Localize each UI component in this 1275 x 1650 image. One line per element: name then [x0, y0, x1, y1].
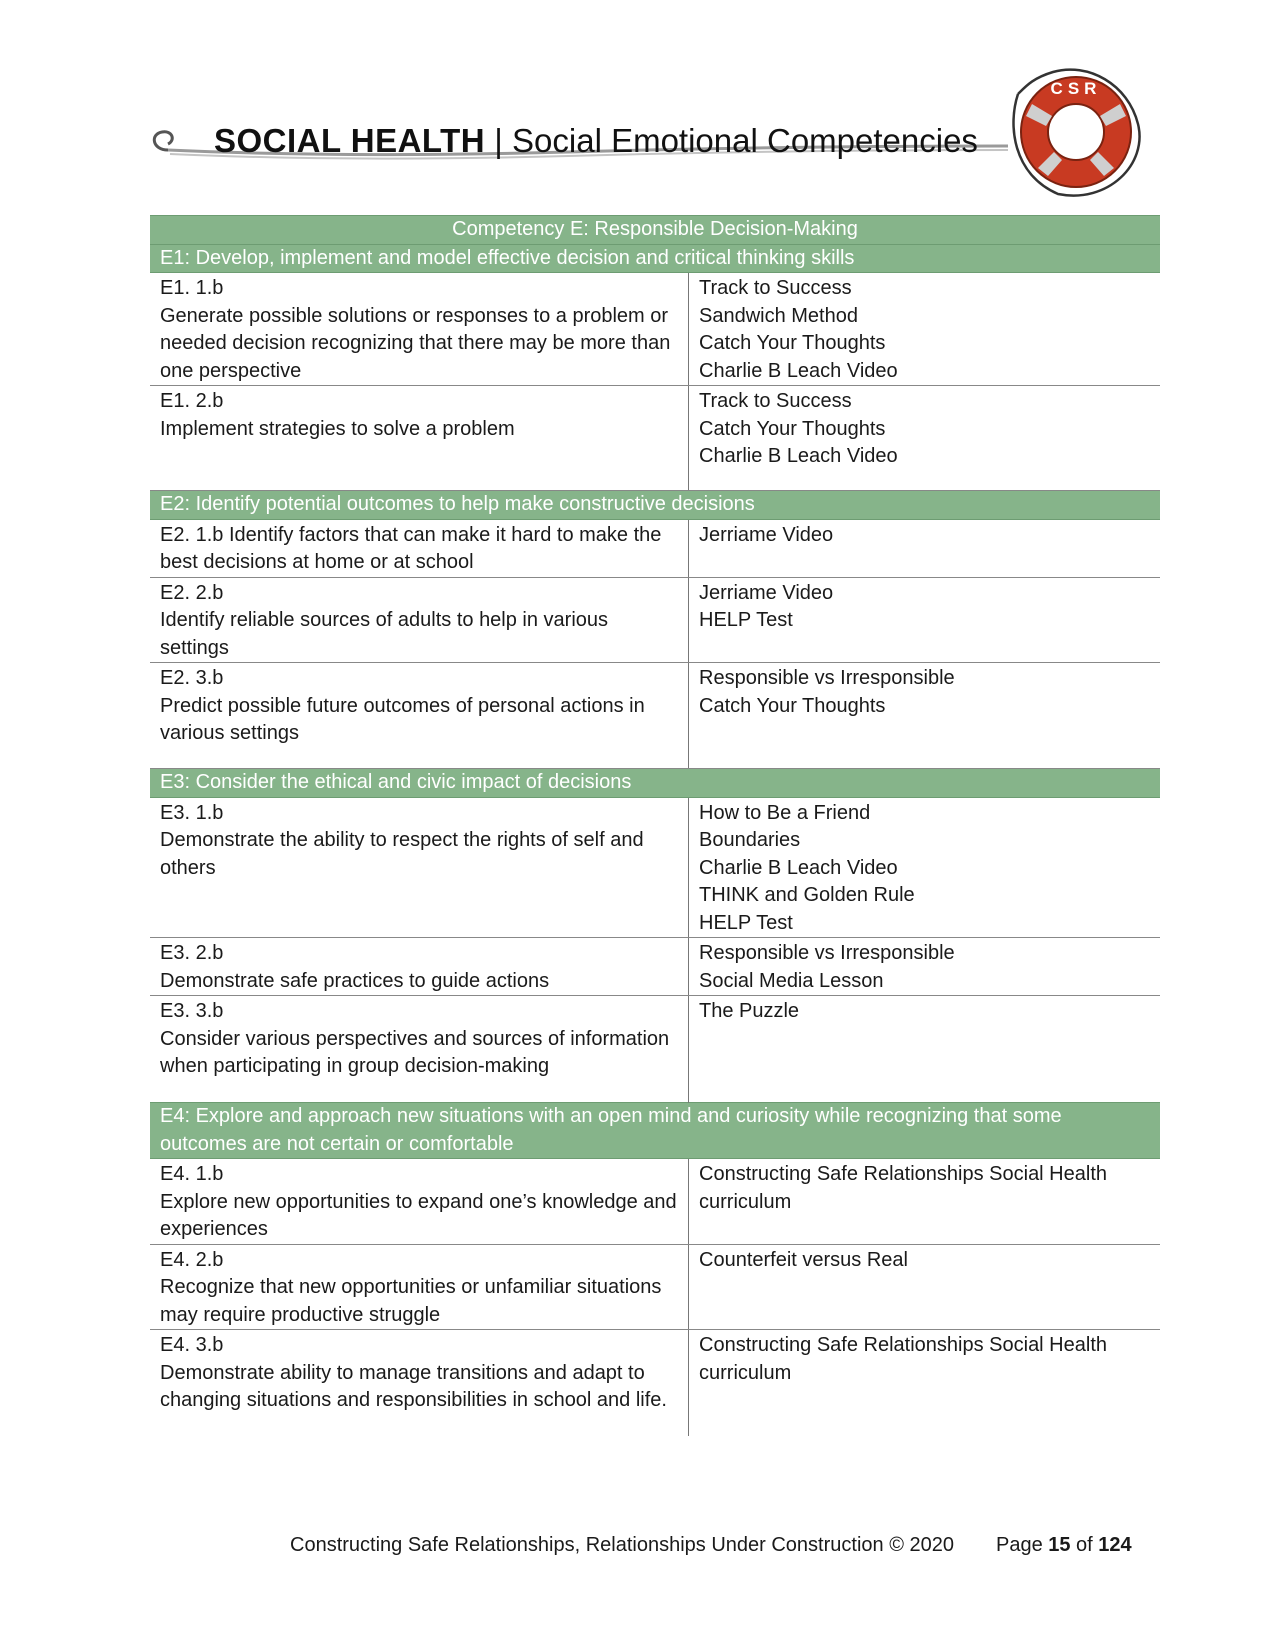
page-title [214, 122, 978, 160]
table-row [150, 1330, 1160, 1437]
page-label: Page [995, 1534, 1049, 1556]
footer-copyright: Constructing Safe Relationships, Relationships Under Construction © 2020 [290, 1534, 954, 1556]
resource-item: Charlie B Leach Video [699, 856, 898, 879]
section-header-e4 [150, 1103, 1160, 1159]
page-current: 15 [1048, 1534, 1071, 1556]
resource-item: Charlie B Leach Video [699, 445, 898, 467]
table-row [150, 273, 1160, 386]
resource-item: Track to Success [699, 277, 852, 299]
standard-code: E2. 1.b [160, 523, 224, 546]
standard-text: Predict possible future outcomes of personal actions in various settings [160, 694, 645, 744]
logo-letters: CSR [1050, 79, 1102, 98]
table-row [150, 996, 1160, 1103]
resource-item: Counterfeit versus Real [699, 1248, 908, 1271]
section-header-e3 [150, 769, 1160, 798]
resource-item: THINK and Golden Rule [699, 884, 915, 906]
table-row [150, 1244, 1160, 1330]
resource-item: Charlie B Leach Video [699, 359, 898, 382]
page-of-label: of [1070, 1534, 1099, 1556]
standard-text: Demonstrate the ability to respect the rights of self and others [160, 829, 644, 879]
resource-item: HELP Test [699, 911, 793, 934]
resource-item: Constructing Safe Relationships Social Health curriculum [699, 1163, 1107, 1213]
resource-item: Catch Your Thoughts [699, 694, 886, 717]
standard-text: Demonstrate ability to manage transitions and adapt to changing situations and responsibilities in school and life. [160, 1361, 667, 1411]
resource-item: HELP Test [699, 609, 793, 631]
resource-item: The Puzzle [699, 1000, 800, 1022]
section-heading: E1: Develop, implement and model effective decision and critical thinking skills [150, 244, 1160, 273]
standard-code: E2. 3.b [160, 667, 224, 689]
standard-code: E4. 2.b [160, 1248, 224, 1271]
resource-item: Constructing Safe Relationships Social Health curriculum [699, 1334, 1107, 1384]
table-row [150, 577, 1160, 663]
competency-header-row [150, 216, 1160, 245]
resource-item: Track to Success [699, 390, 852, 412]
table-row [150, 663, 1160, 769]
title-bold: SOCIAL HEALTH [214, 122, 486, 159]
standard-code: E1. 1.b [160, 277, 224, 299]
page-total: 124 [1098, 1534, 1132, 1556]
standard-text: Identify factors that can make it hard to make the best decisions at home or at school [160, 523, 662, 573]
resource-item: Catch Your Thoughts [699, 332, 886, 354]
resource-item: Jerriame Video [699, 581, 834, 604]
table-row [150, 519, 1160, 577]
resource-item: Catch Your Thoughts [699, 417, 886, 440]
table-row [150, 938, 1160, 996]
standard-code: E3. 3.b [160, 1000, 224, 1022]
resource-item: Responsible vs Irresponsible [699, 942, 955, 964]
page-footer [290, 1534, 1132, 1557]
standard-code: E4. 3.b [160, 1334, 224, 1356]
standard-code: E1. 2.b [160, 390, 224, 412]
resource-item: Sandwich Method [699, 304, 858, 327]
page-number [996, 1534, 1132, 1556]
standard-code: E3. 2.b [160, 942, 224, 964]
standard-text: Recognize that new opportunities or unfamiliar situations may require productive struggle [160, 1276, 662, 1326]
table-row [150, 1159, 1160, 1245]
resource-item: Jerriame Video [699, 523, 834, 546]
resource-item: Social Media Lesson [699, 969, 884, 992]
resource-item: How to Be a Friend [699, 801, 871, 824]
life-buoy-logo [998, 64, 1148, 204]
title-subtitle: | Social Emotional Competencies [485, 122, 978, 159]
standard-text: Identify reliable sources of adults to help in various settings [160, 609, 609, 659]
table-row [150, 386, 1160, 491]
standard-code: E2. 2.b [160, 581, 224, 604]
standard-text: Explore new opportunities to expand one’s knowledge and experiences [160, 1190, 677, 1240]
standard-text: Implement strategies to solve a problem [160, 417, 515, 440]
resource-item: Boundaries [699, 829, 801, 851]
standard-code: E3. 1.b [160, 801, 224, 824]
section-header-e2 [150, 491, 1160, 520]
page-header [148, 64, 1148, 204]
standard-text: Consider various perspectives and sources of information when participating in group decision-making [160, 1027, 670, 1077]
standard-text: Generate possible solutions or responses to a problem or needed decision recognizing that there may be more than one perspective [160, 304, 671, 382]
section-heading: E4: Explore and approach new situations with an open mind and curiosity while recognizing that some outcomes are not certain or comfortable [150, 1103, 1160, 1159]
standard-code: E4. 1.b [160, 1163, 224, 1185]
competency-table [150, 215, 1160, 1436]
resource-item: Responsible vs Irresponsible [699, 667, 955, 689]
section-heading: E3: Consider the ethical and civic impact of decisions [150, 769, 1160, 798]
section-heading: E2: Identify potential outcomes to help make constructive decisions [150, 491, 1160, 520]
competency-title: Competency E: Responsible Decision-Making [150, 216, 1160, 245]
section-header-e1 [150, 244, 1160, 273]
table-row [150, 797, 1160, 938]
standard-text: Demonstrate safe practices to guide actions [160, 969, 550, 992]
